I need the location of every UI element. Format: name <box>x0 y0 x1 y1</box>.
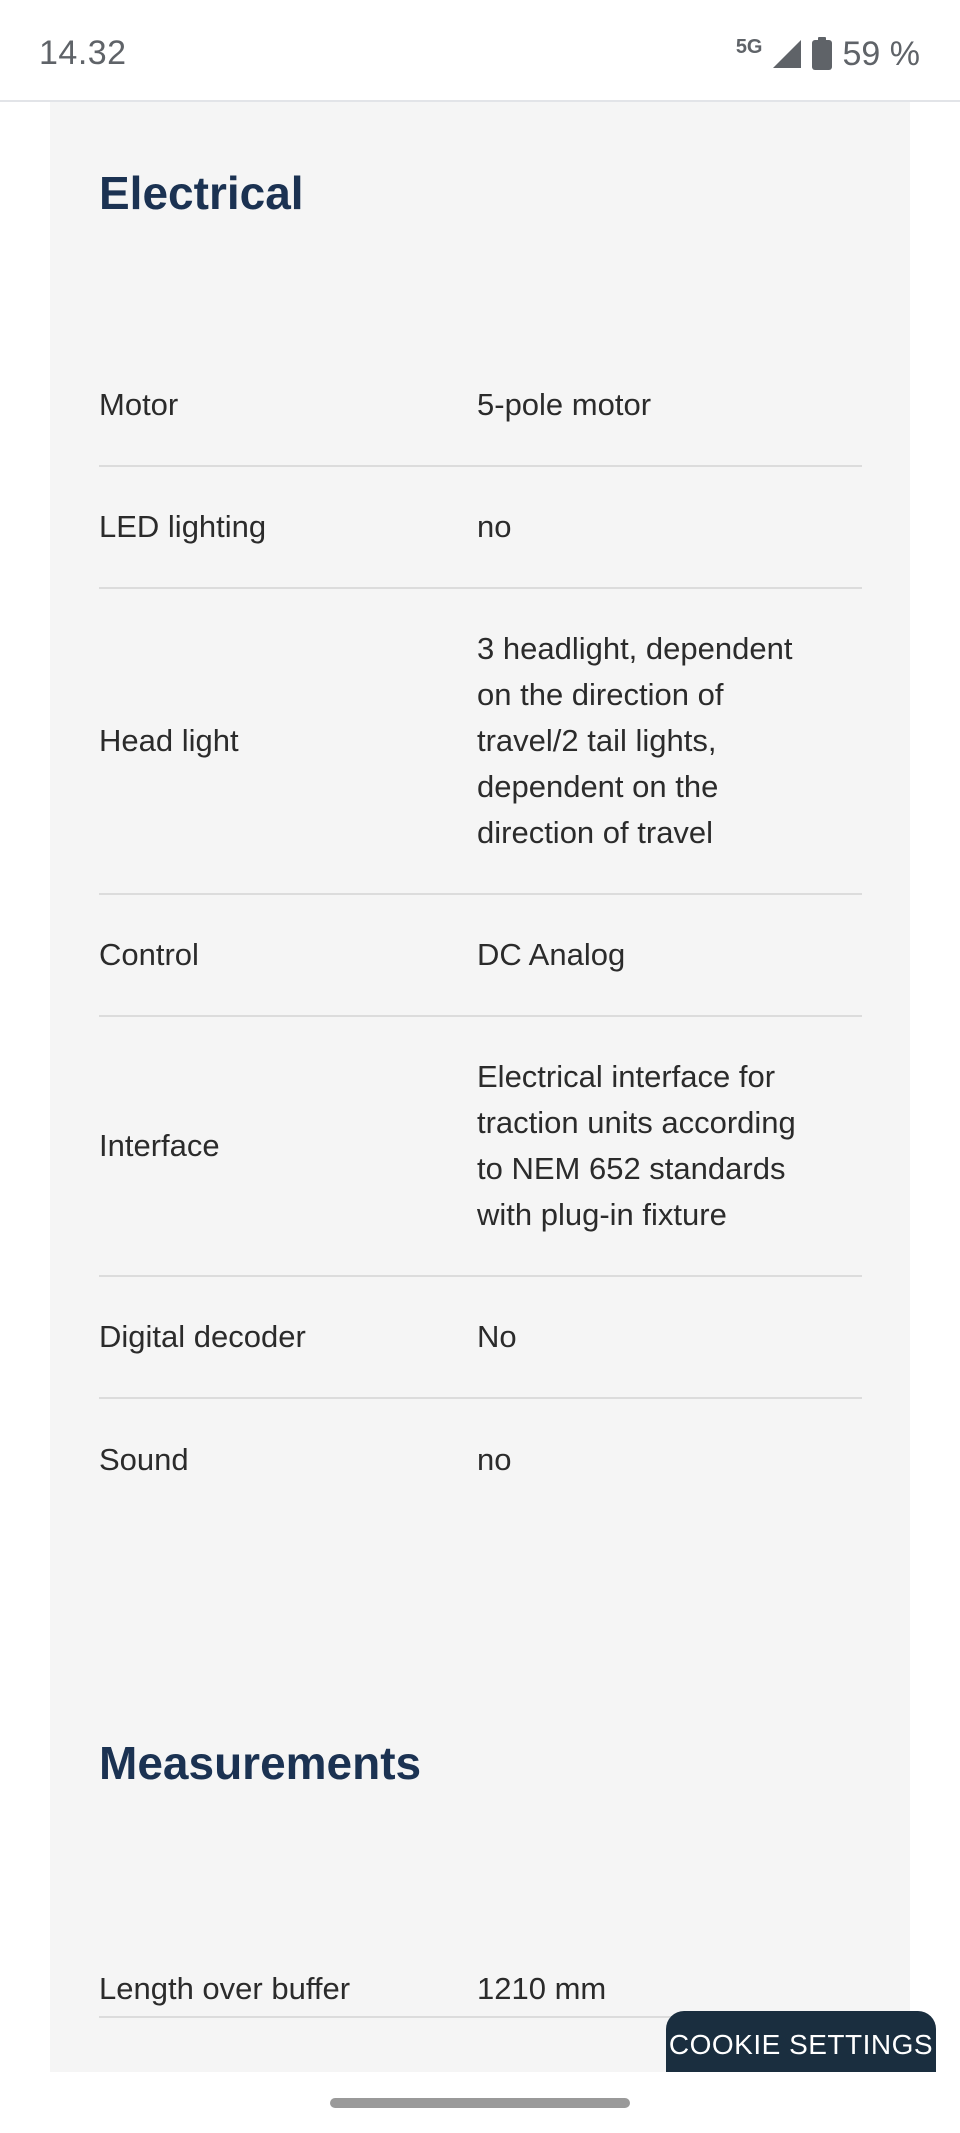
spec-label: Sound <box>99 1442 189 1477</box>
spec-label: Control <box>99 937 199 972</box>
status-time: 14.32 <box>39 34 127 72</box>
spec-value: no <box>477 1442 512 1477</box>
table-row <box>99 1399 862 1521</box>
spec-label: Digital decoder <box>99 1319 306 1354</box>
spec-value: 3 headlight, dependent on the direction of travel/2 tail lights, dependent on the direction of travel <box>477 631 793 850</box>
electrical-heading: Electrical <box>99 167 304 219</box>
spec-label: Head light <box>99 723 239 758</box>
spec-value: Electrical interface for traction units according to NEM 652 standards with plug-in fixture <box>477 1059 796 1232</box>
spec-label: LED lighting <box>99 509 267 544</box>
cookie-settings-button[interactable]: COOKIE SETTINGS <box>666 2011 936 2079</box>
spec-label: Length over buffer <box>99 1971 351 2006</box>
spec-value: DC Analog <box>477 937 626 972</box>
navigation-bar <box>0 2072 960 2133</box>
spec-value: No <box>477 1319 517 1354</box>
specifications-panel <box>50 102 910 2072</box>
table-row <box>99 467 862 589</box>
spec-value: 5-pole motor <box>477 386 652 422</box>
home-gesture-handle[interactable] <box>330 2098 630 2108</box>
table-row <box>99 344 862 467</box>
spec-value: 1210 mm <box>477 1971 607 2006</box>
table-row <box>99 1017 862 1277</box>
status-bar <box>0 0 960 102</box>
signal-icon <box>771 38 803 70</box>
measurements-heading: Measurements <box>99 1737 422 1789</box>
spec-value: no <box>477 509 512 544</box>
table-row <box>99 589 862 895</box>
measurements-table <box>99 1962 862 2018</box>
battery-icon <box>811 37 833 71</box>
status-icons <box>736 34 920 74</box>
battery-percentage: 59 % <box>842 34 920 73</box>
network-type: 5G <box>735 36 763 58</box>
table-row <box>99 1277 862 1399</box>
spec-label: Motor <box>99 386 179 422</box>
table-row <box>99 895 862 1017</box>
spec-label: Interface <box>99 1128 220 1163</box>
electrical-table <box>99 344 862 1521</box>
table-row <box>99 1962 862 2018</box>
